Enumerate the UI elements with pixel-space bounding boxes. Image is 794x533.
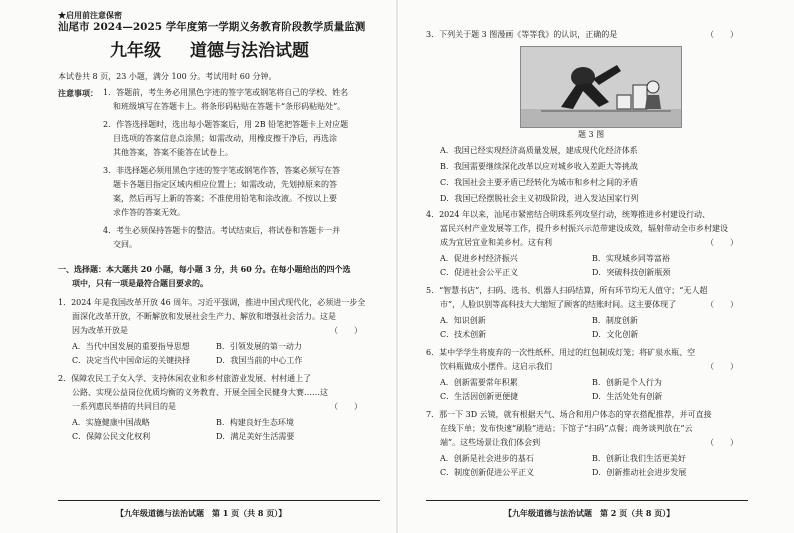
note-line: 其他答案，答案不能答在试卷上。 (113, 148, 233, 157)
option-c: C．促进社会公平正义 (440, 268, 519, 277)
question-7-line: 7．那一下 3D 云镜，就有根据天气、场合和用户体态的穿衣搭配推荐，并可直接 (426, 410, 712, 419)
option-c: C．技术创新 (440, 330, 487, 339)
option-d: D．我国当前的中心工作 (216, 356, 303, 365)
note-line: 求作答的答案无效。 (113, 208, 185, 217)
option-b: B．创新是个人行为 (592, 378, 662, 387)
option-c: C．我国社会主要矛盾已经转化为城市和乡村之间的矛盾 (440, 178, 639, 187)
exam-intro: 本试卷共 8 页，23 小题，满分 100 分。考试用时 60 分钟。 (58, 72, 277, 81)
note-line: 题卡各题目指定区域内相应位置上；如需改动，先划掉原来的答 (113, 180, 337, 189)
page-footer: 【九年级道德与法治试题 第 1 页（共 8 页）】 (116, 508, 287, 518)
option-b: B．创新让我们生活更美好 (592, 454, 686, 463)
question-4-line: 成为宜居宜业和美乡村。这有利 (440, 238, 552, 247)
notes-label: 注意事项： (58, 88, 98, 98)
answer-parentheses: （ ） (706, 362, 738, 371)
note-line: 目选项的答案信息点涂黑；如需改动，用橡皮擦干净后，再选涂 (113, 134, 337, 143)
section-heading-cont: 项中，只有一项是最符合题目要求的。 (72, 278, 208, 288)
subject-title: 道德与法治试题 (190, 41, 309, 61)
option-a: A．当代中国发展的重要指导思想 (72, 342, 190, 351)
question-7-line: 在线下单；发布快速“刷脸”进站；下馆子“扫码”点餐；商务谈判放在“云 (440, 424, 693, 433)
option-c: C．保障公民文化权利 (72, 432, 151, 441)
question-1-line: 面深化改革开放，不断解放和发展社会生产力、解放和增强社会活力。这是 (72, 312, 336, 321)
answer-parentheses: （ ） (706, 300, 738, 309)
note-line: 交回。 (113, 240, 137, 249)
option-a: A．我国已经实现经济高质量发展，建成现代化经济体系 (440, 146, 638, 155)
option-a: A．促进乡村经济振兴 (440, 254, 518, 263)
option-a: A．知识创新 (440, 316, 486, 325)
option-c: C．制度创新促进公平正义 (440, 468, 535, 477)
option-a: A．实施健康中国战略 (72, 418, 150, 427)
answer-parentheses: （ ） (706, 438, 738, 447)
note-line: 案，然后再写上新的答案；不准使用铅笔和涂改液。不按以上要 (113, 194, 337, 203)
option-c: C．生活因创新更便捷 (440, 392, 519, 401)
note-line: 1．答题前，考生务必用黑色字迹的签字笔或钢笔将自己的学校、姓名 (103, 88, 349, 97)
question-3-line: 3．下列关于题 3 图漫画《等等我》的认识，正确的是 (426, 30, 618, 39)
page-divider (396, 0, 398, 533)
option-c: C．决定当代中国命运的关键抉择 (72, 356, 191, 365)
question-5-line: 市”，人脸识别等高科技大大缩短了顾客的结账时间。这主要体现了 (440, 300, 677, 309)
question-7-line: 端”。这些场景让我们体会到 (440, 438, 541, 447)
answer-parentheses: （ ） (706, 30, 738, 39)
option-b: B．引领发展的第一动力 (216, 342, 302, 351)
option-d: D．满足美好生活需要 (216, 432, 295, 441)
grade-title: 九年级 (110, 41, 161, 61)
question-6-line: 饮料瓶做成小摆件。这启示我们 (440, 362, 552, 371)
option-d: D．我国已经摆脱社会主义初级阶段，进入发达国家行列 (440, 194, 639, 203)
note-line: 3．非选择题必须用黑色字迹的签字笔或钢笔作答，答案必须写在答 (103, 166, 341, 175)
option-b: B．实现城乡同等富裕 (592, 254, 670, 263)
note-line: 和班级填写在答题卡上。将条形码粘贴在答题卡“条形码粘贴处”。 (113, 102, 346, 111)
option-b: B．制度创新 (592, 316, 638, 325)
option-a: A．创新是社会进步的基石 (440, 454, 534, 463)
question-4-line: 4．2024 年以来，汕尾市紧密结合明珠系列攻坚行动，统筹推进乡村建设行动、 (426, 210, 710, 219)
question-5-line: 5．“智慧书店”，扫码、选书、机器人扫码结算，所有环节均无人值守；“无人超 (426, 286, 708, 295)
question-4-line: 富民兴村产业发展等工作，提升乡村振兴示范带建设成效，辐射带动全市乡村建设 (440, 224, 728, 233)
comic-figure (520, 46, 682, 128)
note-line: 4．考生必须保持答题卡的整洁。考试结束后，将试卷和答题卡一并 (103, 226, 341, 235)
footer-rule (58, 500, 380, 501)
question-6-line: 6．某中学学生将废弃的一次性纸杯、用过的红包制成灯笼；将矿泉水瓶、空 (426, 348, 696, 357)
section-heading: 一、选择题：本大题共 20 小题，每小题 3 分，共 60 分。在每小题给出的四个选 (58, 264, 351, 274)
option-b: B．我国需要继续深化改革以应对城乡收入差距大等挑战 (440, 162, 638, 171)
answer-parentheses: （ ） (330, 326, 362, 335)
option-d: D．突破科技创新瓶颈 (592, 268, 671, 277)
option-b: B．构建良好生态环境 (216, 418, 294, 427)
question-2-line: 2．保障农民工子女入学、支持休闲农业和乡村旅游业发展、村村通上了 (58, 374, 312, 383)
question-2-line: 一系列惠民举措的共同目的是 (72, 402, 176, 411)
page-footer: 【九年级道德与法治试题 第 2 页（共 8 页）】 (504, 508, 675, 518)
figure-caption: 题 3 图 (578, 130, 605, 139)
question-1-line: 因为改革开放是 (72, 326, 128, 335)
option-a: A．创新需要常年积累 (440, 378, 518, 387)
question-1-line: 1．2024 年是我国改革开放 46 周年。习近平强调，推进中国式现代化，必须进一步全 (58, 298, 366, 307)
option-d: D．文化创新 (592, 330, 639, 339)
exam-header: 汕尾市 2024—2025 学年度第一学期义务教育阶段教学质量监测 (58, 21, 366, 33)
answer-parentheses: （ ） (330, 402, 362, 411)
question-2-line: 公路、实现公益岗位优质均衡的义务教育、开展全国全民健身大赛……这 (72, 388, 328, 397)
footer-rule (426, 500, 748, 501)
confidential-note: ★启用前注意保密 (58, 10, 122, 20)
option-d: D．生活处处有创新 (592, 392, 663, 401)
note-line: 2．作答选择题时，选出每小题答案后，用 2B 铅笔把答题卡上对应题 (103, 120, 349, 129)
option-d: D．创新推动社会进步发展 (592, 468, 687, 477)
answer-parentheses: （ ） (706, 238, 738, 247)
